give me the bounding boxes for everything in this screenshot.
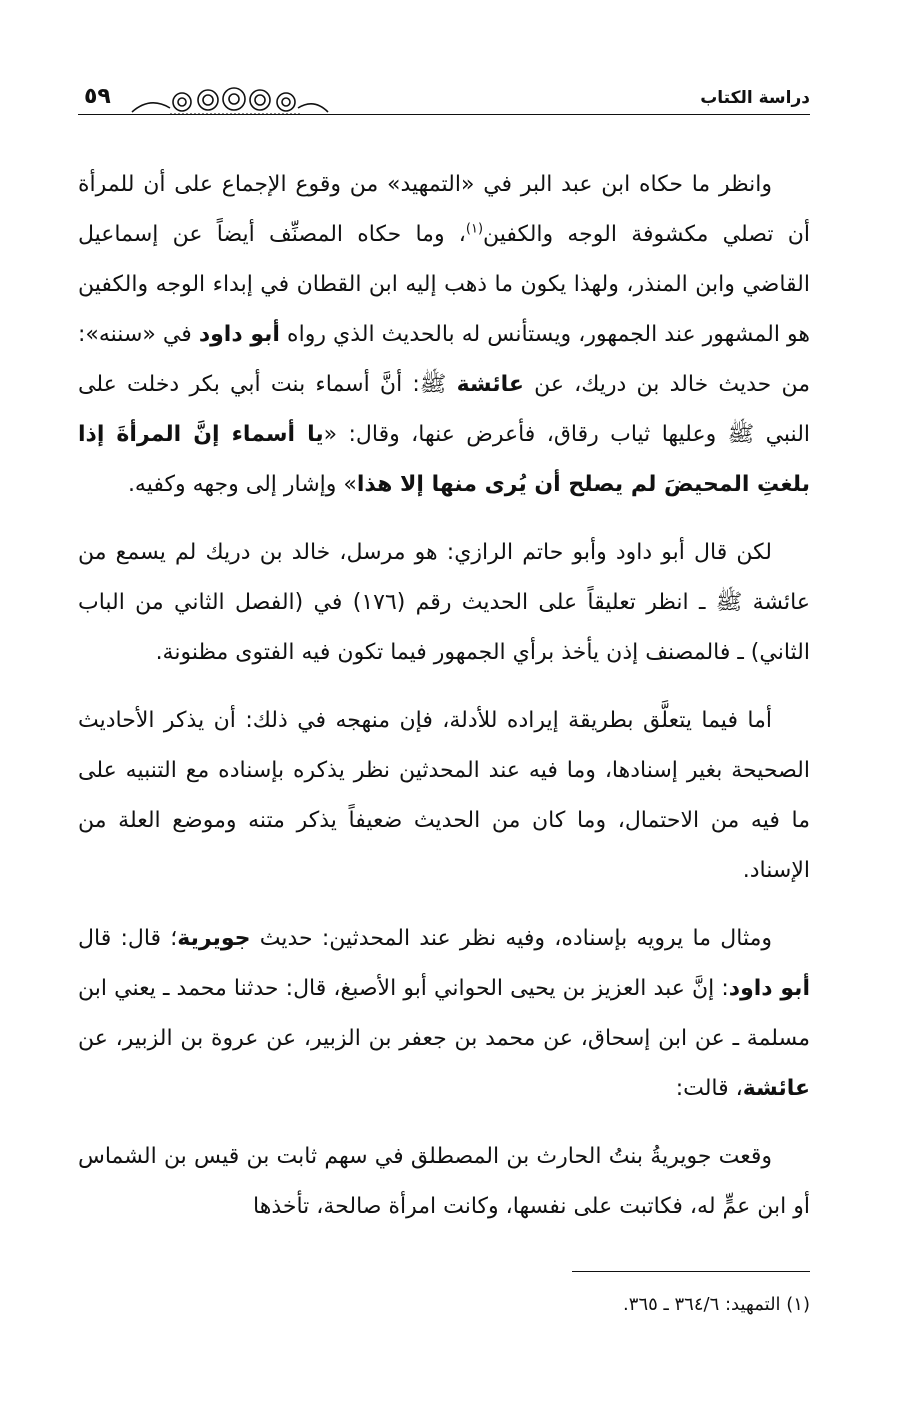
text-run: وانظر ما حكاه ابن عبد البر في «التمهيد» من وقوع الإجماع على أن للمرأة أن تصلي مكشوفة الوجه والكفين <box>78 172 810 247</box>
bold-hadith-text: يا أسماء إنَّ المرأةَ إذا بلغتِ المحيضَ لم يصلح أن يُرى منها إلا هذا <box>78 422 810 497</box>
text-run: ، قالت: <box>675 1076 743 1101</box>
bold-name: عائشة <box>456 372 524 397</box>
bold-name: جويرية <box>177 926 251 951</box>
header-rule <box>78 114 810 115</box>
text-run: : إنَّ عبد العزيز بن يحيى الحواني أبو الأصبغ، قال: حدثنا محمد ـ يعني ابن مسلمة ـ عن ابن إسحاق، عن محمد بن جعفر بن الزبير، عن عروة بن الزبير، عن <box>78 976 810 1051</box>
paragraph-4 <box>78 914 810 1114</box>
footnote-ref[interactable]: (١) <box>465 221 484 237</box>
text-run: ، وما حكاه المصنِّف أيضاً عن إسماعيل القاضي وابن المنذر، ولهذا يكون ما ذهب إليه ابن القطان في إبداء الوجه والكفين هو المشهور عند الجمهور، ويستأنس له بالحديث الذي رواه <box>78 222 810 347</box>
text-run: في «سننه»: من حديث خالد بن دريك، عن <box>78 322 810 397</box>
text-run: » وإشار إلى وجهه وكفيه. <box>127 472 357 497</box>
text-run: ؛ قال: قال <box>78 926 178 951</box>
page-number: ٥٩ <box>84 84 111 109</box>
paragraph-5: وقعت جويريةُ بنتُ الحارث بن المصطلق في سهم ثابت بن قيس بن الشماس أو ابن عمٍّ له، فكاتبت على نفسها، وكانت امرأة صالحة، تأخذها <box>78 1144 810 1219</box>
footnote: (١) التمهيد: ٣٦٤/٦ ـ ٣٦٥. <box>623 1294 810 1315</box>
bold-name: أبو داود <box>198 322 280 347</box>
text-run: ومثال ما يرويه بإسناده، وفيه نظر عند المحدثين: حديث <box>250 926 772 951</box>
running-title: دراسة الكتاب <box>700 88 810 108</box>
page-header <box>78 80 810 120</box>
paragraph-1 <box>78 160 810 510</box>
footnote-separator <box>572 1271 810 1272</box>
main-text <box>78 160 810 1250</box>
bold-name: عائشة <box>742 1076 810 1101</box>
paragraph-2: لكن قال أبو داود وأبو حاتم الرازي: هو مرسل، خالد بن دريك لم يسمع من عائشة ﷺ ـ انظر تعليقاً على الحديث رقم (١٧٦) في (الفصل الثاني من الباب الثاني) ـ فالمصنف إذن يأخذ برأي الجمهور فيما تكون فيه الفتوى مظنونة. <box>78 540 811 665</box>
bold-name: أبو داود <box>728 976 810 1001</box>
text-run: ﷺ: أنَّ أسماء بنت أبي بكر دخلت على النبي ﷺ وعليها ثياب رقاق، فأعرض عنها، وقال: « <box>78 372 811 447</box>
paragraph-3: أما فيما يتعلَّق بطريقة إيراده للأدلة، فإن منهجه في ذلك: أن يذكر الأحاديث الصحيحة بغير إسنادها، وما فيه عند المحدثين نظر يذكره بإسناده مع التنبيه على ما فيه من الاحتمال، وما كان من الحديث ضعيفاً يذكر متنه وموضع العلة من الإسناد. <box>78 708 810 883</box>
ornament-icon <box>130 86 330 116</box>
